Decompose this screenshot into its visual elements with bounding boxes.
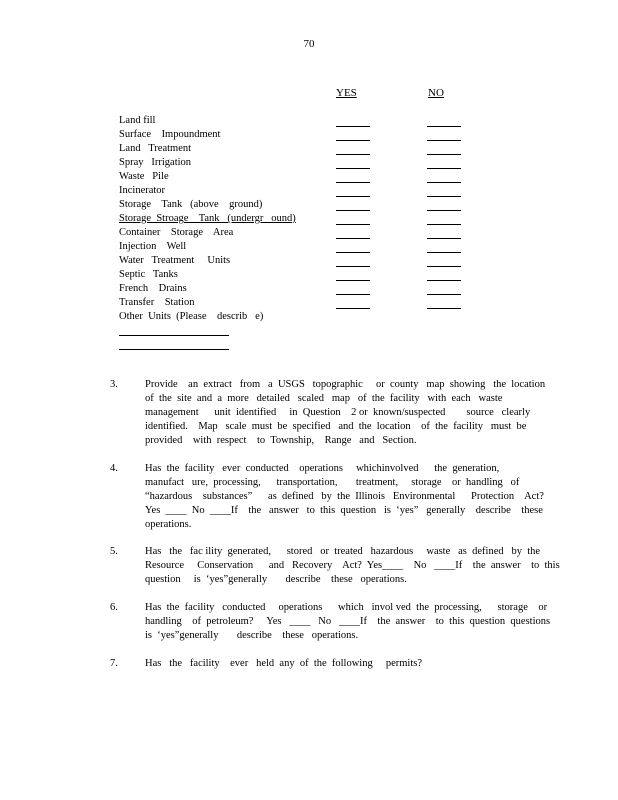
no-blank[interactable] [427, 140, 461, 141]
yes-column-header: YES [336, 87, 357, 99]
unit-label: French Drains [119, 283, 187, 294]
no-blank[interactable] [427, 238, 461, 239]
yes-blank[interactable] [336, 140, 370, 141]
no-blank[interactable] [427, 280, 461, 281]
yes-blank[interactable] [336, 210, 370, 211]
no-blank[interactable] [427, 210, 461, 211]
page-number: 70 [303, 38, 315, 50]
no-blank[interactable] [427, 126, 461, 127]
no-blank[interactable] [427, 168, 461, 169]
text-line: Has the facility ever conducted operations whichinvolved the generation, [145, 463, 500, 474]
text-line: Resource Conservation and Recovery Act? Yes____ No ____If the answer to this [145, 560, 560, 571]
no-blank[interactable] [427, 252, 461, 253]
yes-blank[interactable] [336, 182, 370, 183]
text-line: “hazardous substances” as defined by the Illinois Environmental Protection Act? [145, 491, 544, 502]
question-4-text [145, 462, 544, 532]
unit-label: Storage Stroage Tank (undergr ound) [119, 213, 296, 224]
question-5-text [145, 545, 560, 587]
text-line: management unit identified in Question 2 or known/suspected source clearly [145, 407, 531, 418]
question-6-text [145, 601, 551, 643]
no-column-header: NO [428, 87, 444, 99]
text-line: Has the facility conducted operations which invol ved the processing, storage or [145, 602, 548, 613]
yes-blank[interactable] [336, 196, 370, 197]
yes-blank[interactable] [336, 308, 370, 309]
question-3-text [145, 378, 546, 448]
text-line: provided with respect to Township, Range and Section. [145, 435, 417, 446]
unit-label: Waste Pile [119, 171, 169, 182]
unit-label: Injection Well [119, 241, 187, 252]
unit-label: Transfer Station [119, 297, 195, 308]
unit-label: Land Treatment [119, 143, 192, 154]
no-blank[interactable] [427, 182, 461, 183]
no-blank[interactable] [427, 266, 461, 267]
unit-label: Surface Impoundment [119, 129, 221, 140]
unit-label: Storage Tank (above ground) [119, 199, 263, 210]
text-line: manufact ure, processing, transportation, treatment, storage or handling of [145, 477, 520, 488]
yes-blank[interactable] [336, 280, 370, 281]
question-number: 4. [110, 463, 118, 474]
text-line: question is ‘yes”generally describe these operations. [145, 574, 407, 585]
yes-blank[interactable] [336, 266, 370, 267]
yes-blank[interactable] [336, 252, 370, 253]
text-line: of the site and a more detailed scaled map of the facility with each waste [145, 393, 503, 404]
yes-blank[interactable] [336, 154, 370, 155]
yes-blank[interactable] [336, 168, 370, 169]
text-line: identified. Map scale must be specified and the location of the facility must be [145, 421, 527, 432]
question-number: 6. [110, 602, 118, 613]
unit-label: Water Treatment Units [119, 255, 231, 266]
text-line: operations. [145, 519, 192, 530]
yes-blank[interactable] [336, 224, 370, 225]
text-line: is ‘yes”generally describe these operations. [145, 630, 359, 641]
describe-line[interactable] [119, 349, 229, 350]
unit-label: Land fill [119, 115, 156, 126]
unit-label: Spray Irrigation [119, 157, 192, 168]
question-number: 3. [110, 379, 118, 390]
no-blank[interactable] [427, 224, 461, 225]
no-blank[interactable] [427, 294, 461, 295]
question-number: 5. [110, 546, 118, 557]
unit-label: Other Units (Please describ e) [119, 311, 264, 322]
yes-blank[interactable] [336, 126, 370, 127]
describe-line[interactable] [119, 335, 229, 336]
unit-label: Incinerator [119, 185, 166, 196]
question-7-text [145, 657, 537, 671]
no-blank[interactable] [427, 308, 461, 309]
text-line: Provide an extract from a USGS topographic or county map showing the location [145, 379, 546, 390]
unit-label: Septic Tanks [119, 269, 178, 280]
yes-blank[interactable] [336, 294, 370, 295]
no-blank[interactable] [427, 154, 461, 155]
text-line: Has the fac ility generated, stored or treated hazardous waste as defined by the [145, 546, 541, 557]
text-line: Yes ____ No ____If the answer to this question is ‘yes” generally describe these [145, 505, 543, 516]
yes-blank[interactable] [336, 238, 370, 239]
no-blank[interactable] [427, 196, 461, 197]
text-line: handling of petroleum? Yes ____ No ____If the answer to this question questions [145, 616, 551, 627]
question-number: 7. [110, 658, 118, 669]
text-line: Has the facility ever held any of the following permits? [145, 658, 423, 669]
unit-label: Container Storage Area [119, 227, 234, 238]
